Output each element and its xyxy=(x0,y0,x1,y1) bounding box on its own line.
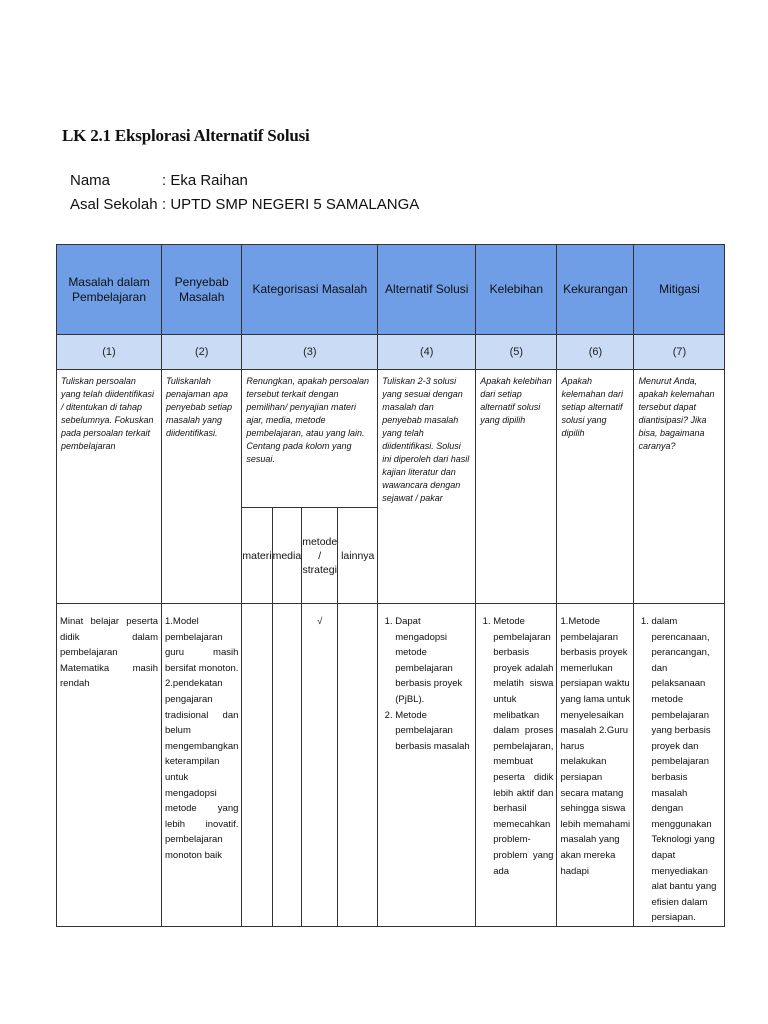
instruction-row xyxy=(57,370,725,508)
solution-table xyxy=(56,244,725,927)
header-kekurangan: Kekurangan xyxy=(557,245,634,335)
sekolah-label: Asal Sekolah xyxy=(70,196,158,213)
number-cell: (7) xyxy=(634,335,725,370)
solusi-item: 1. Dapat mengadopsi metode pembelajaran berbasis proyek (PjBL). xyxy=(395,614,472,708)
cell-kekurangan: 1.Metode pembelajaran berbasis proyek memerlukan persiapan waktu yang lama untuk menyelesaikan masalah 2.Guru harus melakukan persiapan secara matang sehingga siswa lebih memahami masalah yang akan mereka hadapi xyxy=(557,604,634,927)
instruction-kelebihan: Apakah kelebihan dari setiap alternatif solusi yang dipilih xyxy=(476,370,557,604)
header-row xyxy=(57,245,725,335)
mitigasi-item: 1. dalam perencanaan, perancangan, dan pelaksanaan metode pembelajaran yang berbasis proyek dan pembelajaran berbasis masalah dengan menggunakan Teknologi yang dapat menyediakan alat bantu yang efisien dalam persiapan. xyxy=(651,614,721,926)
kelebihan-item: 1. Metode pembelajaran berbasis proyek adalah melatih siswa untuk melibatkan dalam proses pembelajaran, membuat peserta didik lebih aktif dan berhasil memecahkan problem-problem yang ada xyxy=(493,614,553,879)
number-cell: (1) xyxy=(57,335,162,370)
check-mark-metode: √ xyxy=(302,604,338,927)
cell-materi xyxy=(242,604,272,927)
instruction-kategorisasi: Renungkan, apakah persoalan tersebut terkait dengan pemilihan/ penyajian materi ajar, media, metode pembelajaran, atau yang lain. Centang pada kolom yang sesuai. xyxy=(242,370,378,508)
instruction-penyebab: Tuliskanlah penajaman apa penyebab setiap masalah yang diidentifikasi. xyxy=(162,370,242,604)
number-cell: (4) xyxy=(378,335,476,370)
cell-lainnya xyxy=(338,604,378,927)
instruction-mitigasi: Menurut Anda, apakah kelemahan tersebut dapat diantisipasi? Jika bisa, bagaimana caranya? xyxy=(634,370,725,604)
cell-media xyxy=(272,604,302,927)
info-nama xyxy=(70,172,248,189)
sekolah-value: : UPTD SMP NEGERI 5 SAMALANGA xyxy=(162,196,420,213)
instruction-kekurangan: Apakah kelemahan dari setiap alternatif solusi yang dipilih xyxy=(557,370,634,604)
cell-masalah: Minat belajar peserta didik dalam pembelajaran Matematika masih rendah xyxy=(57,604,162,927)
number-cell: (3) xyxy=(242,335,378,370)
subcategory-lainnya: lainnya xyxy=(338,508,378,604)
instruction-solusi: Tuliskan 2-3 solusi yang sesuai dengan masalah dan penyebab masalah yang telah diidentifikasi. Solusi ini diperoleh dari hasil kajian literatur dan wawancara dengan sejawat / pakar xyxy=(378,370,476,604)
header-kelebihan: Kelebihan xyxy=(476,245,557,335)
header-mitigasi: Mitigasi xyxy=(634,245,725,335)
solusi-item: 2. Metode pembelajaran berbasis masalah xyxy=(395,708,472,755)
page-title: LK 2.1 Eksplorasi Alternatif Solusi xyxy=(62,126,310,145)
number-cell: (6) xyxy=(557,335,634,370)
number-cell: (5) xyxy=(476,335,557,370)
number-row xyxy=(57,335,725,370)
instruction-masalah: Tuliskan persoalan yang telah diidentifikasi / ditentukan di tahap sebelumnya. Fokuskan pada persoalan terkait pembelajaran xyxy=(57,370,162,604)
cell-mitigasi xyxy=(634,604,725,927)
nama-label: Nama xyxy=(70,172,111,189)
cell-penyebab: 1.Model pembelajaran guru masih bersifat monoton. 2.pendekatan pengajaran tradisional dan belum mengembangkan keterampilan untuk mengadopsi metode yang lebih inovatif. pembelajaran monoton baik xyxy=(162,604,242,927)
nama-value: : Eka Raihan xyxy=(162,172,248,189)
cell-solusi xyxy=(378,604,476,927)
subcategory-materi: materi xyxy=(242,508,272,604)
number-cell: (2) xyxy=(162,335,242,370)
info-sekolah xyxy=(70,196,419,213)
header-penyebab: Penyebab Masalah xyxy=(162,245,242,335)
subcategory-metode: metode / strategi xyxy=(302,508,338,604)
header-masalah: Masalah dalam Pembelajaran xyxy=(57,245,162,335)
data-row xyxy=(57,604,725,927)
subcategory-media: media xyxy=(272,508,302,604)
cell-kelebihan xyxy=(476,604,557,927)
header-solusi: Alternatif Solusi xyxy=(378,245,476,335)
header-kategorisasi: Kategorisasi Masalah xyxy=(242,245,378,335)
